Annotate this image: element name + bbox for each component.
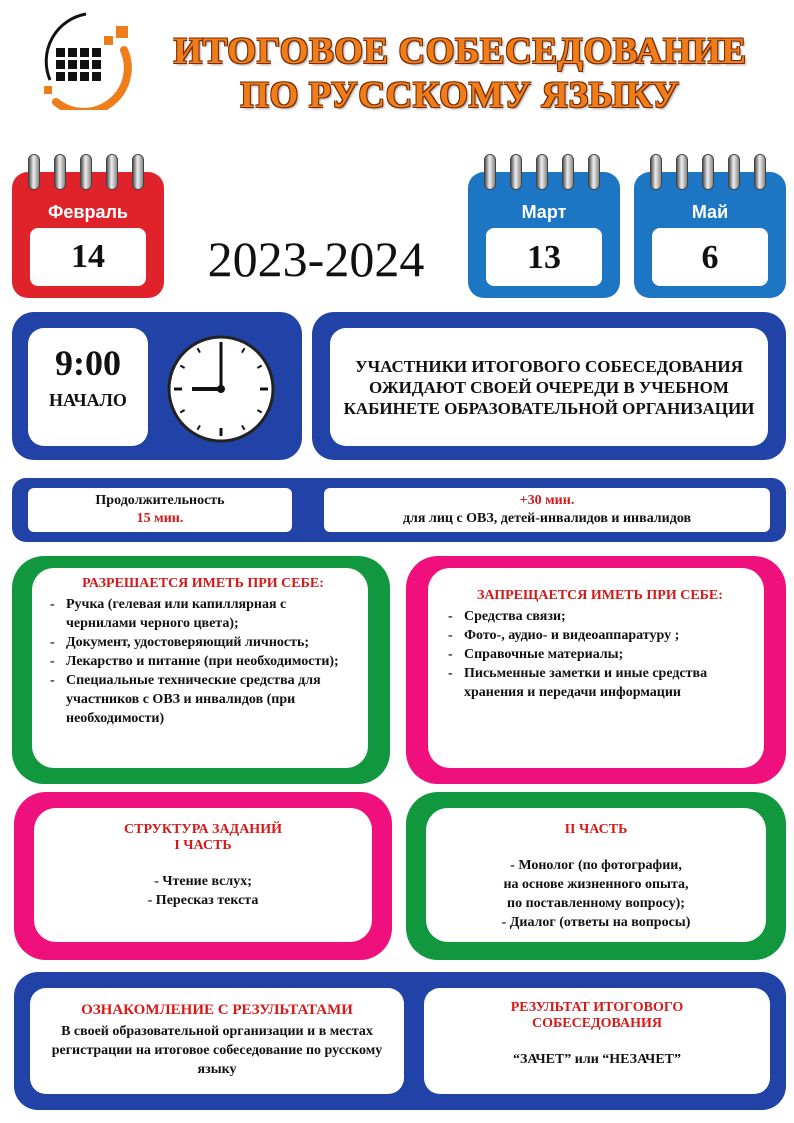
part2-heading: II ЧАСТЬ <box>564 822 628 837</box>
academic-years: 2023-2024 <box>207 231 425 287</box>
start-label: НАЧАЛО <box>49 390 127 410</box>
calendar-rings <box>468 154 620 194</box>
start-time-box <box>28 328 148 446</box>
result-box <box>424 988 770 1094</box>
calendar-march <box>468 172 620 298</box>
list-item: по поставленному вопросу); <box>507 896 685 911</box>
result-heading: РЕЗУЛЬТАТ ИТОГОВОГО СОБЕСЕДОВАНИЯ <box>510 1000 684 1031</box>
page-title <box>140 30 780 118</box>
structure-box <box>34 808 372 942</box>
calendar-day: 6 <box>652 228 768 286</box>
start-time: 9:00 <box>55 343 121 383</box>
result-text: “ЗАЧЕТ” или “НЕЗАЧЕТ” <box>512 1052 682 1067</box>
duration-label: Продолжительность <box>95 493 225 508</box>
part1-heading: I ЧАСТЬ <box>174 838 232 853</box>
clock-icon <box>166 334 276 444</box>
calendar-rings <box>634 154 786 194</box>
list-item: на основе жизненного опыта, <box>503 877 689 892</box>
allowed-box <box>32 568 368 768</box>
calendar-may <box>634 172 786 298</box>
calendar-day: 14 <box>30 228 146 286</box>
duration-value: 15 мин. <box>136 511 184 526</box>
extra-duration-value: +30 мин. <box>519 493 575 508</box>
list-item: - Чтение вслух; <box>154 874 252 889</box>
calendar-month: Февраль <box>48 202 128 222</box>
results-info-text: В своей образовательной организации и в местах регистрации на итоговое собеседование по русскому языку <box>51 1024 383 1077</box>
forbidden-list <box>446 607 754 702</box>
calendar-day: 13 <box>486 228 602 286</box>
calendar-month: Май <box>691 202 729 222</box>
list-item: - Диалог (ответы на вопросы) <box>501 915 691 930</box>
structure-heading: СТРУКТУРА ЗАДАНИЙ <box>124 822 282 837</box>
title-line-2: ПО РУССКОМУ ЯЗЫКУ <box>240 75 680 116</box>
duration-box <box>28 488 292 532</box>
title-line-1: ИТОГОВОЕ СОБЕСЕДОВАНИЕ <box>173 31 747 72</box>
list-item: - Средства связи; <box>446 607 754 626</box>
list-item: - Ручка (гелевая или капиллярная с чернилами черного цвета); <box>48 595 358 633</box>
list-item: - Специальные технические средства для участников с ОВЗ и инвалидов (при необходимости) <box>48 671 358 728</box>
logo <box>28 10 138 110</box>
waiting-text: УЧАСТНИКИ ИТОГОВОГО СОБЕСЕДОВАНИЯ ОЖИДАЮТ СВОЕЙ ОЧЕРЕДИ В УЧЕБНОМ КАБИНЕТЕ ОБРАЗОВАТЕЛЬНОЙ ОРГАНИЗАЦИИ <box>330 328 768 446</box>
list-item: - Письменные заметки и иные средства хранения и передачи информации <box>446 664 754 702</box>
list-item: - Фото-, аудио- и видеоаппаратуру ; <box>446 626 754 645</box>
calendar-february <box>12 172 164 298</box>
list-item: - Пересказ текста <box>147 893 259 908</box>
allowed-list <box>48 595 358 728</box>
calendar-rings <box>12 154 164 194</box>
part2-box <box>426 808 766 942</box>
list-item: - Документ, удостоверяющий личность; <box>48 633 358 652</box>
list-item: - Справочные материалы; <box>446 645 754 664</box>
extra-duration-label: для лиц с ОВЗ, детей-инвалидов и инвалидов <box>402 511 692 526</box>
results-info-box <box>30 988 404 1094</box>
forbidden-heading: ЗАПРЕЩАЕТСЯ ИМЕТЬ ПРИ СЕБЕ: <box>477 588 723 603</box>
calendar-month: Март <box>521 202 567 222</box>
allowed-heading: РАЗРЕШАЕТСЯ ИМЕТЬ ПРИ СЕБЕ: <box>82 576 324 591</box>
extra-duration-box <box>324 488 770 532</box>
list-item: - Монолог (по фотографии, <box>510 858 682 873</box>
forbidden-box <box>428 568 764 768</box>
results-info-heading: ОЗНАКОМЛЕНИЕ С РЕЗУЛЬТАТАМИ <box>81 1002 353 1018</box>
list-item: - Лекарство и питание (при необходимости); <box>48 652 358 671</box>
